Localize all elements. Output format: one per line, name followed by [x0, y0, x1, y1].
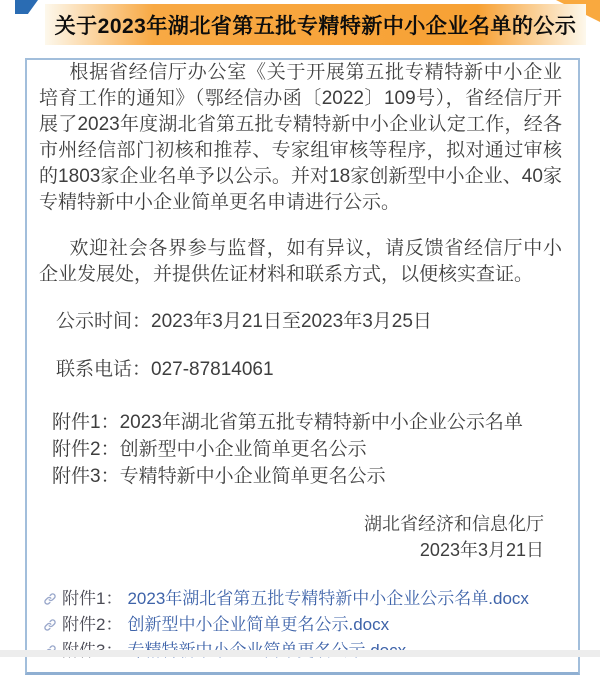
header-banner — [0, 0, 600, 46]
attachment-link-label: 附件2： — [62, 615, 123, 634]
publicity-period: 公示时间：2023年3月21日至2023年3月25日 — [56, 311, 432, 332]
page-title: 关于2023年湖北省第五批专精特新中小企业名单的公示 — [54, 14, 577, 38]
attachment-item-1: 附件1：2023年湖北省第五批专精特新中小企业公示名单 — [52, 412, 523, 433]
attachment-link-row-2[interactable] — [43, 612, 562, 638]
link-icon — [43, 592, 57, 606]
announcement-body — [25, 58, 580, 675]
attachments-list — [39, 409, 562, 490]
paragraph-supervision: 欢迎社会各界参与监督，如有异议，请反馈省经信厅中小企业发展处，并提供佐证材料和联系方式，以便核实查证。 — [39, 238, 562, 285]
page-bottom-strip — [0, 650, 600, 657]
attachment-item-3: 附件3：专精特新中小企业简单更名公示 — [52, 466, 386, 487]
title-banner — [45, 4, 586, 45]
attachment-link-file[interactable]: 2023年湖北省第五批专精特新中小企业公示名单.docx — [127, 589, 529, 608]
attachment-link-label: 附件1： — [62, 589, 123, 608]
blue-ribbon-decoration — [15, 0, 38, 14]
attachment-link-row-1[interactable] — [43, 586, 562, 612]
signature-date: 2023年3月21日 — [419, 540, 544, 560]
signature-block — [39, 511, 562, 563]
paragraph-intro: 根据省经信厅办公室《关于开展第五批专精特新中小企业培育工作的通知》（鄂经信办函〔2022〕109号），省经信厅开展了2023年度湖北省第五批专精特新中小企业认定工作，经各市州经信部门初核和推荐、专家组审核等程序，拟对通过审核的1803家企业名单予以公示。并对18家创新型中小企业、40家专精特新中小企业简单更名申请进行公示。 — [39, 62, 562, 213]
attachment-link-file[interactable]: 创新型中小企业简单更名公示.docx — [127, 615, 390, 634]
contact-phone: 联系电话：027-87814061 — [56, 359, 274, 380]
signature-org: 湖北省经济和信息化厅 — [364, 514, 544, 534]
link-icon — [43, 618, 57, 632]
attachment-item-2: 附件2：创新型中小企业简单更名公示 — [52, 439, 367, 460]
